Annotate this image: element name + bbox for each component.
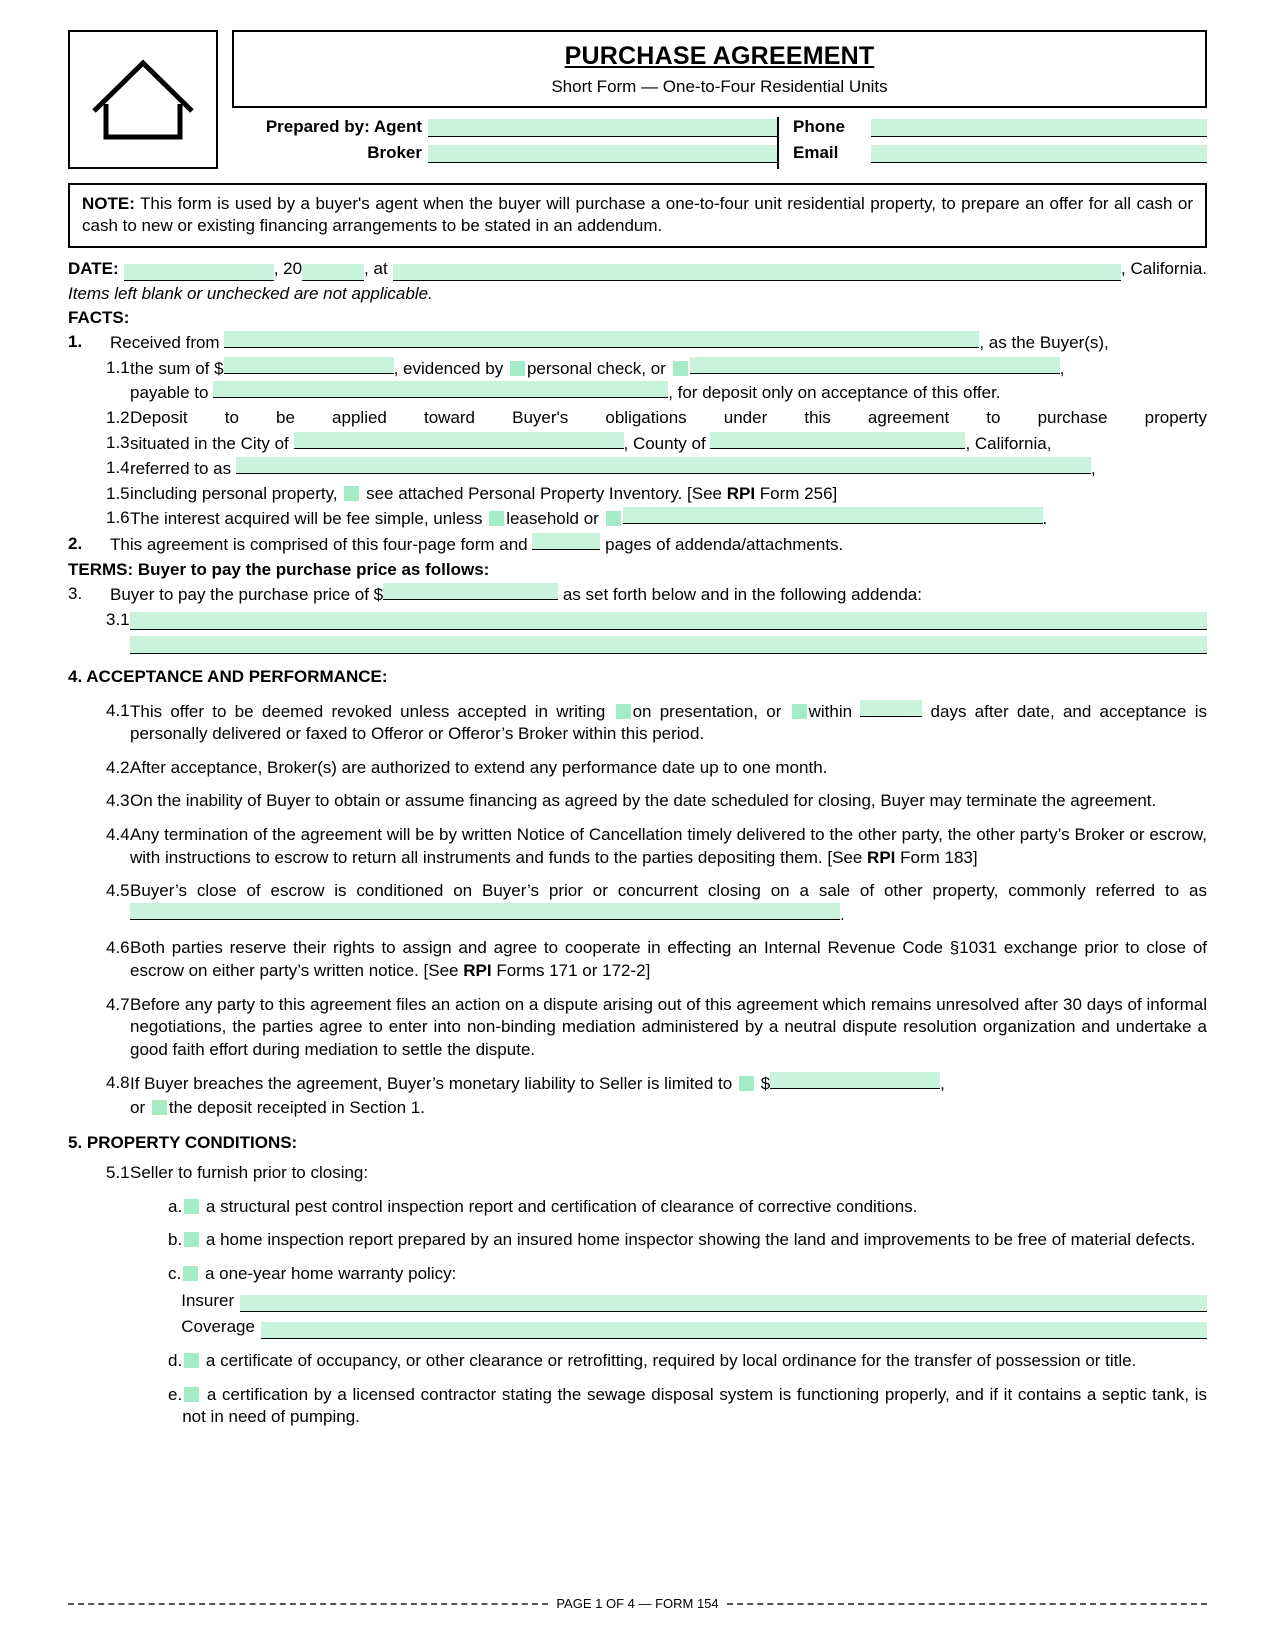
footer-text: PAGE 1 OF 4 — FORM 154 xyxy=(556,1596,719,1611)
item-2-text xyxy=(110,533,1207,557)
offer-revoked-label: This offer to be deemed revoked unless accepted in writing xyxy=(130,701,606,721)
item-4-6-text xyxy=(130,937,1207,982)
item-4-3-number: 4.3 xyxy=(106,791,130,811)
page-subtitle: Short Form — One-to-Four Residential Units xyxy=(551,76,888,96)
item-1-1-text: the sum of $ , evidenced by personal check, or , payable to , for deposit only on acceptance of this offer. xyxy=(130,358,1065,403)
item-4-1-number: 4.1 xyxy=(106,700,130,720)
broker-line xyxy=(232,143,777,163)
item-5-1-b-text xyxy=(182,1229,1207,1252)
leasehold-label: leasehold or xyxy=(506,509,599,529)
liability-amount-checkbox[interactable] xyxy=(739,1076,754,1091)
location-field[interactable] xyxy=(393,264,1121,281)
other-interest-field[interactable] xyxy=(623,507,1043,524)
certificate-occupancy-checkbox[interactable] xyxy=(184,1353,199,1368)
item-4-4-body: Any termination of the agreement will be by written Notice of Cancellation timely delivered to the other party, the other party’s Broker or escrow, with instructions to escrow to return all instruments and funds to the parties depositing them. [See xyxy=(130,824,1207,867)
prepared-by-left xyxy=(232,117,777,169)
item-4-6-body: Both parties reserve their rights to assign and agree to cooperate in effecting an Internal Revenue Code §1031 exchange prior to close of escrow on either party’s written notice. [See xyxy=(130,938,1207,980)
item-1-3 xyxy=(68,432,1207,456)
item-1-3-number: 1.3 xyxy=(106,432,130,452)
item-4-3-text: On the inability of Buyer to obtain or assume financing as agreed by the date scheduled for closing, Buyer may terminate the agreement. xyxy=(130,791,1157,811)
date-field[interactable] xyxy=(124,264,274,281)
item-4-1 xyxy=(68,700,1207,746)
on-presentation-checkbox[interactable] xyxy=(616,704,631,719)
days-after-date-label: days after date, and acceptance is personally delivered or faxed to Offeror or Offeror’s Broker within this period. xyxy=(130,701,1207,744)
home-warranty-label: a one-year home warranty policy: xyxy=(204,1264,457,1284)
date-year-prefix: , 20 xyxy=(273,259,303,279)
item-1-6-number: 1.6 xyxy=(106,508,130,528)
received-from-label: Received from xyxy=(110,333,220,353)
item-1-text xyxy=(110,331,1207,355)
deposit-note: , for deposit only on acceptance of this offer. xyxy=(668,383,1001,403)
terms-heading: TERMS: Buyer to pay the purchase price as follows: xyxy=(68,559,490,579)
personal-property-label: including personal property, xyxy=(130,483,338,503)
item-4-4-form: Form 183] xyxy=(895,847,978,867)
item-4-8-text: If Buyer breaches the agreement, Buyer’s monetary liability to Seller is limited to $ , or the deposit receipted in Section 1. xyxy=(130,1074,945,1118)
item-1-5-text xyxy=(130,483,1207,506)
item-4-4-text xyxy=(130,824,1207,869)
purchase-price-field[interactable] xyxy=(383,583,558,600)
prepared-by-right xyxy=(777,117,1207,169)
date-label: DATE: xyxy=(68,259,119,279)
note-box xyxy=(68,183,1207,249)
item-3-number: 3. xyxy=(68,584,83,604)
payable-to-label: payable to xyxy=(130,383,209,403)
certificate-occupancy-label: a certificate of occupancy, or other clearance or retrofitting, required by local ordinance for the transfer of possession or title. xyxy=(205,1350,1137,1370)
other-payment-checkbox[interactable] xyxy=(673,361,688,376)
footer-dash-left xyxy=(68,1603,548,1605)
item-4-4-number: 4.4 xyxy=(106,824,130,844)
house-icon xyxy=(88,49,198,149)
item-5-1-e-text xyxy=(182,1384,1207,1429)
item-3 xyxy=(68,583,1207,607)
logo-box xyxy=(68,30,218,169)
as-set-forth-label: as set forth below and in the following addenda: xyxy=(562,585,922,605)
item-5-1-a xyxy=(68,1196,1207,1219)
item-4-2-number: 4.2 xyxy=(106,757,130,777)
home-inspection-checkbox[interactable] xyxy=(184,1232,199,1247)
item-1-2-text: Deposit to be applied toward Buyer's obligations under this agreement to purchase property xyxy=(130,408,1207,428)
note-text: This form is used by a buyer's agent when the buyer will purchase a one-to-four unit residential property, to prepare an offer for all cash or cash to new or existing financing arrangements to be stated in an addendum. xyxy=(82,193,1193,235)
date-state-label: , California. xyxy=(1121,259,1207,279)
item-5-1-a-letter: a. xyxy=(168,1196,183,1216)
item-2-number: 2. xyxy=(68,534,83,554)
prepared-by-row xyxy=(232,117,1207,169)
pest-report-checkbox[interactable] xyxy=(184,1199,199,1214)
days-field[interactable] xyxy=(860,700,922,717)
item-4-8-body: If Buyer breaches the agreement, Buyer’s monetary liability to Seller is limited to xyxy=(130,1074,733,1094)
item-1-6-text: The interest acquired will be fee simple, unless leasehold or . xyxy=(130,509,1048,529)
purchase-price-label: Buyer to pay the purchase price of $ xyxy=(110,585,384,605)
blank-items-note: Items left blank or unchecked are not applicable. xyxy=(68,283,433,303)
facts-heading: FACTS: xyxy=(68,307,130,327)
year-field[interactable] xyxy=(302,264,364,281)
county-label: , County of xyxy=(623,433,706,453)
phone-line xyxy=(793,117,1207,137)
page-footer xyxy=(68,1596,1207,1611)
insurer-label: Insurer xyxy=(181,1290,235,1310)
section-5-heading: 5. PROPERTY CONDITIONS: xyxy=(68,1132,298,1152)
item-1-2 xyxy=(68,407,1207,430)
item-5-1-text: Seller to furnish prior to closing: xyxy=(130,1163,369,1183)
other-interest-checkbox[interactable] xyxy=(606,511,621,526)
item-4-3 xyxy=(68,790,1207,813)
home-warranty-checkbox[interactable] xyxy=(183,1266,198,1281)
rpi-label-44: RPI xyxy=(867,847,896,867)
item-1-5 xyxy=(68,483,1207,506)
deposit-receipted-checkbox[interactable] xyxy=(152,1100,167,1115)
city-label: situated in the City of xyxy=(130,433,289,453)
item-5-1-e xyxy=(68,1384,1207,1429)
personal-check-checkbox[interactable] xyxy=(510,361,525,376)
home-inspection-label: a home inspection report prepared by an insured home inspector showing the land and improvements to be free of material defects. xyxy=(205,1230,1196,1250)
footer-dash-right xyxy=(727,1603,1207,1605)
addenda-label: pages of addenda/attachments. xyxy=(605,535,844,555)
form-256-label: Form 256] xyxy=(755,483,838,503)
agent-field[interactable] xyxy=(428,119,777,137)
inventory-label: see attached Personal Property Inventory. [See xyxy=(366,483,727,503)
item-3-1-number: 3.1 xyxy=(106,609,130,629)
item-5-1-b xyxy=(68,1229,1207,1252)
phone-field[interactable] xyxy=(871,119,1207,137)
item-1-2-number: 1.2 xyxy=(106,408,130,428)
item-4-7 xyxy=(68,994,1207,1062)
sum-field[interactable] xyxy=(224,357,394,374)
sewage-certification-checkbox[interactable] xyxy=(184,1387,199,1402)
evidenced-by-label: , evidenced by xyxy=(393,358,504,378)
item-3-1 xyxy=(68,609,1207,654)
email-line xyxy=(793,143,1207,163)
item-5-1-a-text xyxy=(182,1196,1207,1219)
item-4-7-text: Before any party to this agreement files an action on a dispute arising out of this agreement which remains unresolved after 30 days of informal negotiations, the parties agree to enter into non-binding mediation administered by a neutral dispute resolution organization and undertake a good faith effort during mediation to settle the dispute. xyxy=(130,994,1207,1059)
leasehold-checkbox[interactable] xyxy=(489,511,504,526)
item-4-4 xyxy=(68,824,1207,869)
item-1-1-number: 1.1 xyxy=(106,357,130,377)
property-description-field[interactable] xyxy=(236,457,1091,474)
phone-label: Phone xyxy=(793,116,845,136)
coverage-label: Coverage xyxy=(181,1317,255,1337)
item-4-1-text xyxy=(130,700,1207,746)
item-1-4-number: 1.4 xyxy=(106,458,130,478)
item-3-text xyxy=(110,583,1207,607)
within-label: within xyxy=(808,701,853,721)
item-5-1-number: 5.1 xyxy=(106,1163,130,1183)
item-5-1-c xyxy=(68,1263,1207,1339)
item-5-1-c-text xyxy=(181,1263,1207,1339)
item-4-5-body: Buyer’s close of escrow is conditioned on Buyer’s prior or concurrent closing on a sale of other property, commonly referred to as xyxy=(130,881,1207,901)
item-4-5 xyxy=(68,880,1207,926)
item-1-number: 1. xyxy=(68,332,83,352)
sewage-certification-label: a certification by a licensed contractor stating the sewage disposal system is functioning properly, and if it contains a septic tank, is not in need of pumping. xyxy=(182,1384,1207,1427)
item-4-6-number: 4.6 xyxy=(106,938,130,958)
county-field[interactable] xyxy=(710,432,965,449)
deposit-receipted-label: the deposit receipted in Section 1. xyxy=(168,1098,425,1118)
item-4-7-number: 4.7 xyxy=(106,994,130,1014)
item-1 xyxy=(68,331,1207,355)
other-payment-field[interactable] xyxy=(690,357,1060,374)
item-5-1-d-letter: d. xyxy=(168,1350,183,1370)
addenda-line-2[interactable] xyxy=(130,636,1207,654)
coverage-field[interactable] xyxy=(261,1322,1207,1339)
page-title: PURCHASE AGREEMENT xyxy=(564,42,875,70)
personal-check-label: personal check, or xyxy=(526,358,666,378)
item-4-6-forms: Forms 171 or 172-2] xyxy=(491,961,651,980)
item-3-1-fields xyxy=(130,609,1207,654)
date-line xyxy=(68,258,1207,281)
buyer-suffix: , as the Buyer(s), xyxy=(979,333,1109,353)
addenda-line-1[interactable] xyxy=(130,612,1207,630)
addenda-pages-field[interactable] xyxy=(532,533,600,550)
sum-of-label: the sum of $ xyxy=(130,358,224,378)
item-1-4-text: referred to as , xyxy=(130,459,1096,479)
document-body xyxy=(68,258,1207,1428)
item-5-1-b-letter: b. xyxy=(168,1230,183,1250)
header-right xyxy=(232,30,1207,169)
item-1-6 xyxy=(68,507,1207,531)
item-4-5-number: 4.5 xyxy=(106,881,130,901)
or-label-48: or xyxy=(130,1098,146,1118)
fee-simple-label: The interest acquired will be fee simple, unless xyxy=(130,509,483,529)
buyer-name-field[interactable] xyxy=(224,331,979,348)
city-field[interactable] xyxy=(294,432,624,449)
item-4-8 xyxy=(68,1072,1207,1119)
item-4-8-number: 4.8 xyxy=(106,1073,130,1093)
note-label: NOTE: xyxy=(82,193,135,213)
item-4-2-text: After acceptance, Broker(s) are authorized to extend any performance date up to one month. xyxy=(130,757,828,777)
broker-field[interactable] xyxy=(428,145,777,163)
item-1-4 xyxy=(68,457,1207,481)
email-label: Email xyxy=(793,142,839,162)
section-4-heading: 4. ACCEPTANCE AND PERFORMANCE: xyxy=(68,666,388,686)
other-property-field[interactable] xyxy=(130,903,840,920)
on-presentation-label: on presentation, or xyxy=(632,701,782,721)
liability-amount-field[interactable] xyxy=(770,1072,940,1089)
referred-to-as-label: referred to as xyxy=(130,459,232,479)
item-1-1 xyxy=(68,357,1207,405)
item-5-1-e-letter: e. xyxy=(168,1384,183,1404)
within-days-checkbox[interactable] xyxy=(792,704,807,719)
item-4-5-text: Buyer’s close of escrow is conditioned on Buyer’s prior or concurrent closing on a sale of other property, commonly referred to as . xyxy=(130,881,1207,924)
email-field[interactable] xyxy=(871,145,1207,163)
rpi-label-15: RPI xyxy=(726,483,756,503)
rpi-label-46: RPI xyxy=(463,961,492,980)
agent-line xyxy=(232,117,777,137)
item-2 xyxy=(68,533,1207,557)
personal-property-checkbox[interactable] xyxy=(344,486,359,501)
payable-to-field[interactable] xyxy=(213,381,668,398)
insurer-field[interactable] xyxy=(240,1295,1207,1312)
comprised-label: This agreement is comprised of this four-page form and xyxy=(110,535,528,555)
agent-label: Prepared by: Agent xyxy=(265,116,422,136)
item-4-6 xyxy=(68,937,1207,982)
item-5-1-d xyxy=(68,1350,1207,1373)
item-4-2 xyxy=(68,757,1207,780)
state-label-13: , California, xyxy=(965,433,1052,453)
item-5-1-c-letter: c. xyxy=(168,1264,182,1284)
item-5-1 xyxy=(68,1162,1207,1185)
pest-report-label: a structural pest control inspection report and certification of clearance of corrective conditions. xyxy=(205,1196,918,1216)
dollar-sign-48: $ xyxy=(760,1074,771,1094)
broker-label: Broker xyxy=(367,142,422,162)
item-5-1-d-text xyxy=(182,1350,1207,1373)
date-at-label: , at xyxy=(364,259,388,279)
document-header xyxy=(68,30,1207,169)
item-1-5-number: 1.5 xyxy=(106,483,130,503)
item-1-3-text xyxy=(130,432,1207,456)
title-box xyxy=(232,30,1207,108)
